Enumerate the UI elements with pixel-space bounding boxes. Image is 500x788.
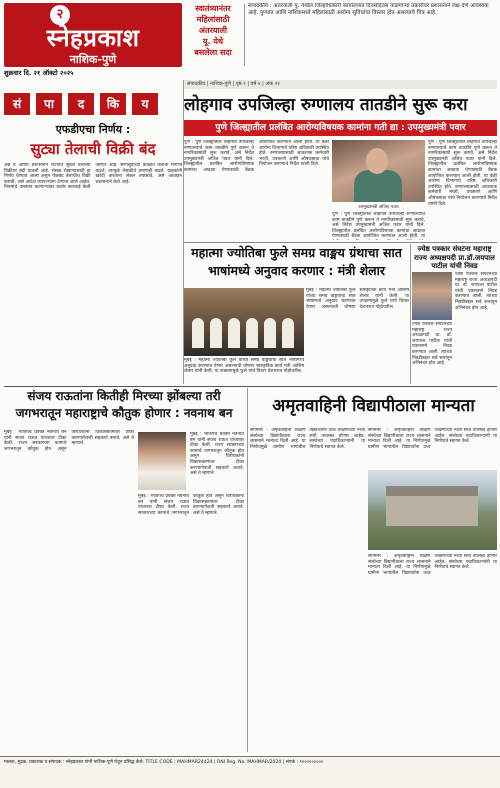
left-story-body: अन्न व औषध प्रशासनाने राज्यात सुट्या तेलाच्या विक्रीवर बंदी घातली आहे. भेसळ रोखण्यासाठी हा निर्णय घेण्यात आला असून पॅकबंद तेलाचीच विक्री करावी, असे आदेश व्यापाऱ्यांना देण्यात आले आहेत. नियमांचे उल्लंघन करणाऱ्यांवर कठोर कारवाई केली जाणार आहे. सणासुदीच्या काळात तेलाची मागणी वाढते, त्यामुळे भेसळीचे प्रमाणही वाढते. ग्राहकांनी खरेदी करताना लेबल तपासावे, असे आवाहन प्रशासनाने केले आहे. (4, 163, 182, 191)
photo-figure-face (366, 148, 388, 174)
politician-photo (138, 432, 186, 490)
top-strip: संपादकीय | नाशिक-पुणे | पृष्ठ २ | वर्ष ४ | अंक २१ (184, 80, 497, 89)
bottom-left-body: मुंबई : भाजपचे प्रवक्ते नवनाथ बन यांनी संजय राऊत यांच्यावर टीका केली. राज्य सरकारच्या कामाचे जगभरातून कौतुक होत असून विरोधकांनी विकासकामांवर टीका करण्याऐवजी सहकार्य करावे, असे ते म्हणाले. (4, 430, 134, 452)
right-body: ज्येष्ठ पत्रकार संघटनेच्या महाराष्ट्र राज्य अध्यक्षपदी प्रा. डॉ. जयपाल पाटील यांची एकमताने निवड करण्यात आली. त्यांच्या निवडीबद्दल सर्व स्तरांतून अभिनंदन होत आहे. (455, 272, 497, 311)
photo-person (264, 318, 276, 348)
right-headline: ज्येष्ठ पत्रकार संघटना महाराष्ट्र राज्य अध्यक्षपदी प्रा.डॉ.जयपाल पाटील यांची निवड (414, 245, 495, 270)
sampadkiya-letter: कि (100, 93, 126, 115)
portrait-photo (412, 272, 452, 320)
sampadkiya-band (4, 93, 182, 115)
photo-person (192, 318, 204, 348)
photo-building (386, 496, 478, 526)
lead-body: पुणे : पुणे जिल्ह्यातील लोहगाव उपजिल्हा रुग्णालयाचे काम तातडीने पूर्ण करून ते नागरिकांसाठी सुरू करावे, असे निर्देश उपमुख्यमंत्री अजित पवार यांनी दिले. जिल्ह्यातील प्रलंबित आरोग्यविषयक कामांचा आढावा घेण्यासाठी बैठक आयोजित करण्यात आली होती. या वेळी आरोग्य विभागाचे वरिष्ठ अधिकारी उपस्थित होते. रुग्णालयासाठी आवश्यक कर्मचारी भरती, उपकरणे आणि औषधसाठा यांचे नियोजन करण्याचे निर्देश त्यांनी दिले. (184, 140, 329, 173)
bottom-right-headline: अमृतवाहिनी विद्यापीठाला मान्यता (272, 396, 475, 416)
masthead-tagline: स्वातंत्र्यानंतर महिलांसाठी अंतरयाली यू. येथे बसलेला सदा (194, 4, 232, 57)
masthead (4, 3, 182, 67)
lead-photo (332, 140, 425, 202)
edition-name: नाशिक-पुणे (69, 53, 117, 66)
left-story (4, 122, 182, 384)
university-photo (368, 470, 497, 550)
right-body-cont: ज्येष्ठ पत्रकार संघटनेच्या महाराष्ट्र राज्य अध्यक्षपदी प्रा. डॉ. जयपाल पाटील यांची एकमताने निवड करण्यात आली. त्यांच्या निवडीबद्दल सर्व स्तरांतून अभिनंदन होत आहे. (412, 322, 452, 367)
mid-headline: महात्मा ज्योतिबा फुले समग्र वाङ्मय ग्रंथाचा सात भाषांमध्ये अनुवाद करणार : मंत्री शेलार (191, 245, 402, 278)
lead-photo-caption: उपमुख्यमंत्री अजित पवार (358, 205, 399, 210)
left-story-headline: सुट्या तेलाची विक्री बंद (30, 140, 156, 158)
dateline: शुक्रवार दि. २१ ऑक्टो २०२५ (4, 69, 74, 77)
photo-person (246, 318, 258, 348)
bottom-right-body-cont: संगमनेर : अमृतवाहिनी शिक्षण संस्थेच्या विद्यापीठाला राज्य शासनाने मान्यता दिली आहे. या निर्णयामुळे ग्रामीण भागातील विद्यार्थ्यांना उच्च शिक्षणाच्या नव्या संधी उपलब्ध होणार आहेत. संस्थेच्या पदाधिकाऱ्यांनी या निर्णयाचे स्वागत केले. (368, 554, 497, 576)
sampadkiya-letter: सं (4, 93, 30, 115)
lead-subhead: पुणे जिल्ह्यातील प्रलंबित आरोग्यविषयक कामांना गती द्या : उपमुख्यमंत्री पवार (184, 120, 497, 136)
newspaper-title: स्नेहप्रकाश (46, 24, 140, 52)
bottom-right-body-top: संगमनेर : अमृतवाहिनी शिक्षण संस्थेच्या विद्यापीठाला राज्य शासनाने मान्यता दिली आहे. या निर्णयामुळे ग्रामीण भागातील विद्यार्थ्यांना उच्च शिक्षणाच्या नव्या संधी उपलब्ध होणार आहेत. संस्थेच्या पदाधिकाऱ्यांनी या निर्णयाचे स्वागत केले. (368, 428, 497, 450)
page-number-badge: २ (50, 5, 70, 25)
left-story-kicker: एफडीएचा निर्णय : (55, 123, 131, 136)
mid-body-cont: मुंबई : महात्मा ज्योतिबा फुले यांच्या समग्र वाङ्मयाचा सात भाषांमध्ये अनुवाद करण्यात येणार असल्याची घोषणा सांस्कृतिक कार्य मंत्री आशिष शेलार यांनी केली. या उपक्रमामुळे फुले यांचे विचार देशभरात पोहोचतील. (184, 358, 304, 375)
photo-figure-body (354, 170, 402, 202)
column-divider (247, 388, 248, 752)
lead-body-cont: पुणे : पुणे जिल्ह्यातील लोहगाव उपजिल्हा रुग्णालयाचे काम तातडीने पूर्ण करून ते नागरिकांसाठी सुरू करावे, असे निर्देश उपमुख्यमंत्री अजित पवार यांनी दिले. जिल्ह्यातील प्रलंबित आरोग्यविषयक कामांचा आढावा घेण्यासाठी बैठक आयोजित करण्यात आली होती. या (332, 212, 425, 240)
lead-body-right: पुणे : पुणे जिल्ह्यातील लोहगाव उपजिल्हा रुग्णालयाचे काम तातडीने पूर्ण करून ते नागरिकांसाठी सुरू करावे, असे निर्देश उपमुख्यमंत्री अजित पवार यांनी दिले. जिल्ह्यातील प्रलंबित आरोग्यविषयक कामांचा आढावा घेण्यासाठी बैठक आयोजित करण्यात आली होती. या वेळी आरोग्य विभागाचे वरिष्ठ अधिकारी उपस्थित होते. रुग्णालयासाठी आवश्यक कर्मचारी भरती, उपकरणे आणि औषधसाठा यांचे नियोजन करण्याचे निर्देश त्यांनी दिले. (428, 140, 497, 207)
bottom-left-body-cont: मुंबई : भाजपचे प्रवक्ते नवनाथ बन यांनी संजय राऊत यांच्यावर टीका केली. राज्य सरकारच्या कामाचे जगभरातून कौतुक होत असून विरोधकांनी विकासकामांवर टीका करण्याऐवजी सहकार्य करावे, असे ते म्हणाले. (138, 494, 244, 516)
photo-person (282, 318, 294, 348)
column-divider (410, 244, 411, 384)
event-photo (184, 288, 304, 356)
divider (244, 4, 245, 66)
photo-person (228, 318, 240, 348)
mid-body: मुंबई : महात्मा ज्योतिबा फुले यांच्या समग्र वाङ्मयाचा सात भाषांमध्ये अनुवाद करण्यात येणार असल्याची घोषणा सांस्कृतिक कार्य मंत्री आशिष शेलार यांनी केली. या उपक्रमामुळे फुले यांचे विचार देशभरात पोहोचतील. (306, 288, 409, 310)
sampadkiya-letter: द (68, 93, 94, 115)
bottom-left-headline: संजय राऊतांना कितीही मिरच्या झोंबल्या तरी जगभरातून महाराष्ट्राचे कौतुक होणार : नवनाथ बन (15, 389, 233, 420)
section-divider (184, 242, 497, 243)
photo-person (210, 318, 222, 348)
editorial-note: संपादकीय : अंतरवाली यू. येथील जिल्हाधिकारी कार्यालयात दिवसेंदिवस वाढणाऱ्या तक्रारींवर प्रशासनाने लक्ष देणे आवश्यक आहे. पुण्यात आणि नाशिकमध्ये महिलांसाठी आरोग्य सुविधांचा विस्तार होत असल्याचे चित्र आहे. (248, 3, 489, 16)
imprint-footer: मालक, मुद्रक, प्रकाशक व संपादक : स्नेहप्रकाश यांनी नाशिक-पुणे येथून प्रसिद्ध केले. TITLE CODE : MAHMAR24424 | RNI Reg. No. MAHMAR/2024 | संपर्क : ९००००००००० (0, 756, 500, 788)
lead-headline: लोहगाव उपजिल्हा रुग्णालय तातडीने सुरू करा (184, 95, 468, 115)
sampadkiya-letter: पा (36, 93, 62, 115)
section-divider (4, 386, 497, 387)
bottom-left-body-side: मुंबई : भाजपचे प्रवक्ते नवनाथ बन यांनी संजय राऊत यांच्यावर टीका केली. राज्य सरकारच्या कामाचे जगभरातून कौतुक होत असून विरोधकांनी विकासकामांवर टीका करण्याऐवजी सहकार्य करावे, असे ते म्हणाले. (190, 432, 244, 477)
sampadkiya-letter: य (132, 93, 158, 115)
bottom-right-body: संगमनेर : अमृतवाहिनी शिक्षण संस्थेच्या विद्यापीठाला राज्य शासनाने मान्यता दिली आहे. या निर्णयामुळे ग्रामीण भागातील विद्यार्थ्यांना उच्च शिक्षणाच्या नव्या संधी उपलब्ध होणार आहेत. संस्थेच्या पदाधिकाऱ्यांनी या निर्णयाचे स्वागत केले. (250, 428, 365, 450)
